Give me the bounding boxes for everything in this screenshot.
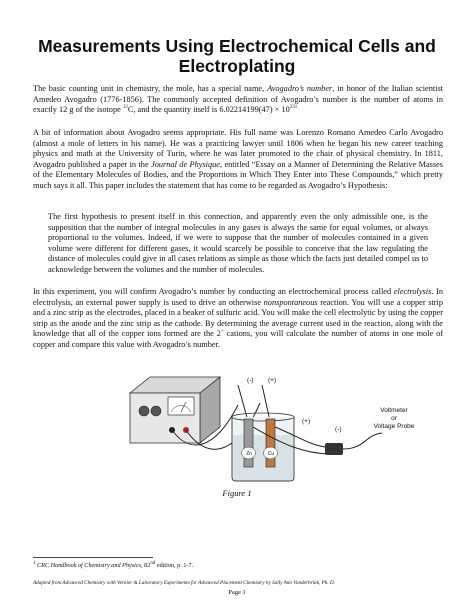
page-number: Page 1: [228, 589, 246, 596]
knob-icon: [151, 406, 161, 416]
electrolysis-term: electrolysis: [393, 287, 432, 296]
zinc-electrode: [244, 419, 253, 467]
cu-label: Cu: [267, 451, 275, 457]
intro-paragraph: The basic counting unit in chemistry, the mole, has a special name, Avogadro’s number, in honor of the Italian scientist Amedeo Avogadro (1776-1856). The commonly accepted definition of Avogadro’s number is the number of atoms in exactly 12 g of the isotope $^{12}$C, and the quantity itself is $6.02214199(47) \times 10^{231}$: [33, 84, 443, 115]
knob-icon: [139, 406, 149, 416]
journal-title: Journal de Physique: [151, 159, 220, 169]
label-plus-right: (+): [302, 418, 311, 425]
label-plus-top: (+): [268, 377, 277, 384]
figure-apparatus: [120, 355, 460, 485]
probe-label: Voltmeter or Voltage Probe: [373, 407, 415, 430]
zn-label: Zn: [246, 451, 252, 457]
meter-dial: [168, 397, 194, 415]
avogadro-number-term: Avogadro’s number: [267, 84, 333, 93]
footnote: $^1$ CRC Handbook of Chemistry and Physics, 82nd edition, p. 1-7.: [33, 560, 194, 569]
avogadro-bio-paragraph: A bit of information about Avogadro seems appropriate. His full name was Lorenzo Romano Amedeo Carlo Avogadro (almost a mole of letters in his name). He was a practicing lawyer until 1806 when he began his new career teaching physics and math at the University of Turin, where he was later promoted to the chair of physical chemistry. In 1811, Avogadro published a paper in the Journal de Physique, entitled “Essay on a Manner of Determining the Relative Masses of the Elementary Molecules of Bodies, and the Proportions in Which They Enter into These Compounds,” which pretty much says it all. This paper includes the statement that has come to be regarded as Avogadro’s Hypothesis:: [33, 128, 444, 190]
adapted-credit: Adapted from Advanced Chemistry with Vernier & Laboratory Experiments for Advanced Placement Chemistry by Sally Ann Vonderbrink, Ph. D.: [33, 580, 335, 586]
copper-electrode: [266, 419, 275, 467]
footnote-divider: [33, 557, 153, 558]
nonspontaneous-term: nonspontaneous: [263, 297, 318, 307]
page-title: Measurements Using Electrochemical Cells and Electroplating: [38, 36, 436, 76]
figure-caption: Figure 1: [222, 488, 252, 498]
footnote-ref: 1: [294, 105, 298, 111]
label-minus-right: (-): [335, 426, 342, 433]
label-minus-top: (-): [247, 377, 254, 384]
voltage-probe-body: [325, 443, 343, 455]
beaker: [232, 413, 294, 481]
hypothesis-quote: The first hypothesis to present itself in this connection, and apparently even the only admissible one, is the supposition that the number of integral molecules in any gases is always the same for equal volumes, or always proportional to the volumes. Indeed, if we were to suppose that the number of molecules contained in a given volume were different for different gases, it would scarcely be possible to conceive that the law regulating the distance of molecules could give in all cases relations as simple as those which the facts just detailed compel us to acknowledge between the volumes and the number of molecules.: [48, 212, 428, 274]
experiment-paragraph: In this experiment, you will confirm Avogadro’s number by conducting an electrochemical process called electrolysis. In electrolysis, an external power supply is used to drive an otherwise nonspontaneous reaction. You will use a copper strip and a zinc strip as the electrodes, placed in a beaker of sulfuric acid. You will make the cell electrolytic by using the copper strip as the anode and the zinc strip as the cathode. By determining the average current used in the reaction, along with the knowledge that all of the copper ions formed are the 2+ cations, you will calculate the number of atoms in one mole of copper and compare this value with Avogadro’s number.: [33, 287, 443, 349]
